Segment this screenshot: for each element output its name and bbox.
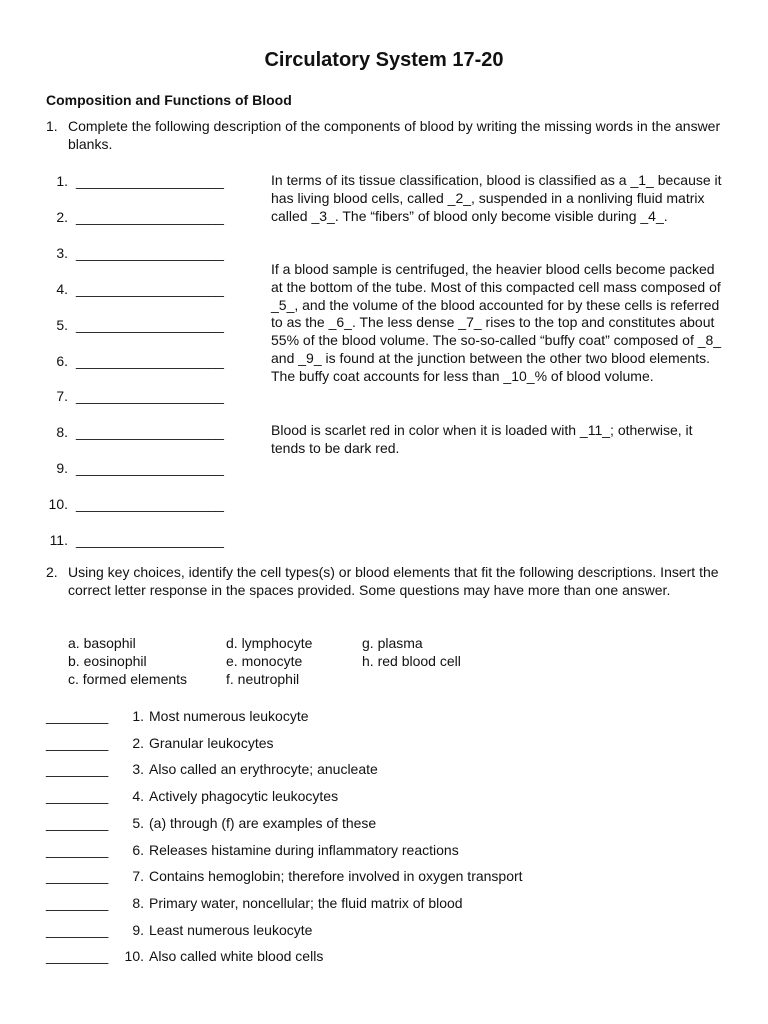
- item-description: Releases histamine during inflammatory reactions: [149, 841, 459, 858]
- question-2-number: 2.: [46, 564, 58, 580]
- answer-blank-line[interactable]: ___________________: [76, 496, 224, 513]
- answer-blank-row: [40, 316, 250, 334]
- item-description: Granular leukocytes: [149, 734, 274, 751]
- passage-paragraph-1: In terms of its tissue classification, blood is classified as a _1_ because it has living blood cells, called _2_, suspended in a nonliving fluid matrix called _3_. The “fibers” of blood only become visible during _4_.: [271, 172, 722, 224]
- key-choice-item: f. neutrophil: [226, 670, 300, 687]
- item-number: 7.: [132, 868, 144, 885]
- answer-space[interactable]: ________: [46, 814, 109, 831]
- item-description: Actively phagocytic leukocytes: [149, 788, 339, 805]
- matching-item-row: [46, 921, 736, 939]
- answer-blank-line[interactable]: ___________________: [76, 532, 224, 548]
- item-number: 3.: [132, 761, 144, 778]
- item-description: (a) through (f) are examples of these: [149, 814, 377, 831]
- answer-blank-row: [40, 387, 250, 405]
- matching-item-row: [46, 734, 736, 752]
- blank-number: 8.: [56, 424, 68, 441]
- answer-space[interactable]: ________: [46, 841, 109, 858]
- matching-item-row: [46, 760, 736, 778]
- answer-blank-row: [40, 459, 250, 477]
- answer-blank-row: [40, 352, 250, 370]
- answer-blank-line[interactable]: ___________________: [76, 244, 224, 261]
- question-1-text: Complete the following description of the components of blood by writing the missing words in the answer blanks.: [68, 118, 721, 152]
- item-number: 6.: [132, 841, 144, 858]
- matching-item-row: [46, 947, 736, 965]
- blank-number: 3.: [56, 244, 68, 261]
- key-choice-column: [362, 635, 461, 671]
- answer-blank-row: [40, 531, 250, 549]
- page-title: Circulatory System 17-20: [264, 49, 504, 71]
- blank-number: 2.: [56, 208, 68, 225]
- blank-number: 1.: [56, 173, 68, 189]
- answer-space[interactable]: ________: [46, 868, 109, 885]
- answer-space[interactable]: ________: [46, 894, 109, 911]
- item-number: 10.: [124, 948, 144, 965]
- item-description: Also called an erythrocyte; anucleate: [149, 761, 378, 778]
- answer-space[interactable]: ________: [46, 948, 109, 965]
- answer-blank-line[interactable]: ___________________: [76, 316, 224, 333]
- answer-blank-line[interactable]: ___________________: [76, 424, 224, 441]
- answer-space[interactable]: ________: [46, 921, 109, 938]
- item-number: 5.: [132, 814, 144, 831]
- key-choice-column: [68, 635, 187, 688]
- answer-blank-line[interactable]: ___________________: [76, 173, 224, 189]
- key-choice-item: h. red blood cell: [362, 652, 461, 669]
- item-number: 1.: [132, 708, 144, 724]
- answer-space[interactable]: ________: [46, 734, 109, 751]
- matching-item-row: [46, 814, 736, 832]
- passage-paragraph-3: Blood is scarlet red in color when it is loaded with _11_; otherwise, it tends to be dark red.: [271, 422, 693, 456]
- answer-blank-line[interactable]: ___________________: [76, 388, 224, 405]
- answer-blank-row: [40, 280, 250, 298]
- item-number: 4.: [132, 788, 144, 805]
- answer-blank-line[interactable]: ___________________: [76, 352, 224, 369]
- question-2-prompt: [46, 564, 736, 600]
- answer-blank-row: [40, 244, 250, 262]
- answer-blank-line[interactable]: ___________________: [76, 460, 224, 477]
- blank-number: 7.: [56, 388, 68, 405]
- blank-number: 10.: [48, 496, 68, 513]
- answer-blank-row: [40, 495, 250, 513]
- section-heading: Composition and Functions of Blood: [46, 92, 292, 108]
- blank-number: 4.: [56, 280, 68, 297]
- question-1-prompt: [46, 118, 736, 154]
- passage-paragraph-2: If a blood sample is centrifuged, the heavier blood cells become packed at the bottom of the tube. Most of this compacted cell mass composed of _5_, and the volume of the blood accounted for by these cells is referred to as the _6_. The less dense _7_ rises to the top and constitutes about 55% of the blood volume. The so-so-called “buffy coat” composed of _8_ and _9_ is found at the junction between the other two blood elements. The buffy coat accounts for less than _10_% of blood volume.: [271, 261, 722, 384]
- question-1-number: 1.: [46, 118, 58, 134]
- item-number: 2.: [132, 734, 144, 751]
- key-choice-item: c. formed elements: [68, 670, 188, 687]
- item-description: Primary water, noncellular; the fluid matrix of blood: [149, 894, 463, 911]
- answer-blank-line[interactable]: ___________________: [76, 280, 224, 297]
- matching-item-row: [46, 894, 736, 912]
- answer-space[interactable]: ________: [46, 788, 109, 805]
- item-description: Most numerous leukocyte: [149, 708, 309, 724]
- key-choice-item: a. basophil: [68, 635, 136, 651]
- blank-number: 9.: [56, 460, 68, 477]
- key-choice-item: e. monocyte: [226, 652, 303, 669]
- matching-item-row: [46, 787, 736, 805]
- key-choice-column: [226, 635, 312, 688]
- answer-blank-row: [40, 208, 250, 226]
- answer-blank-line[interactable]: ___________________: [76, 208, 224, 225]
- key-choice-item: b. eosinophil: [68, 652, 147, 669]
- item-number: 9.: [132, 921, 144, 938]
- matching-item-row: [46, 841, 736, 859]
- matching-item-row: [46, 707, 736, 725]
- item-description: Contains hemoglobin; therefore involved in oxygen transport: [149, 868, 523, 885]
- question-2-text: Using key choices, identify the cell types(s) or blood elements that fit the following descriptions. Insert the correct letter response in the spaces provided. Some questions may have more than one answer.: [68, 564, 719, 598]
- key-choice-item: g. plasma: [362, 635, 423, 651]
- item-description: Also called white blood cells: [149, 948, 324, 965]
- answer-space[interactable]: ________: [46, 761, 109, 778]
- answer-blank-row: [40, 423, 250, 441]
- key-choice-item: d. lymphocyte: [226, 635, 313, 651]
- blank-number: 5.: [56, 316, 68, 333]
- item-description: Least numerous leukocyte: [149, 921, 313, 938]
- matching-item-row: [46, 867, 736, 885]
- answer-space[interactable]: ________: [46, 708, 109, 724]
- blank-number: 6.: [56, 352, 68, 369]
- blank-number: 11.: [49, 532, 68, 548]
- answer-blank-row: [40, 172, 250, 190]
- item-number: 8.: [132, 894, 144, 911]
